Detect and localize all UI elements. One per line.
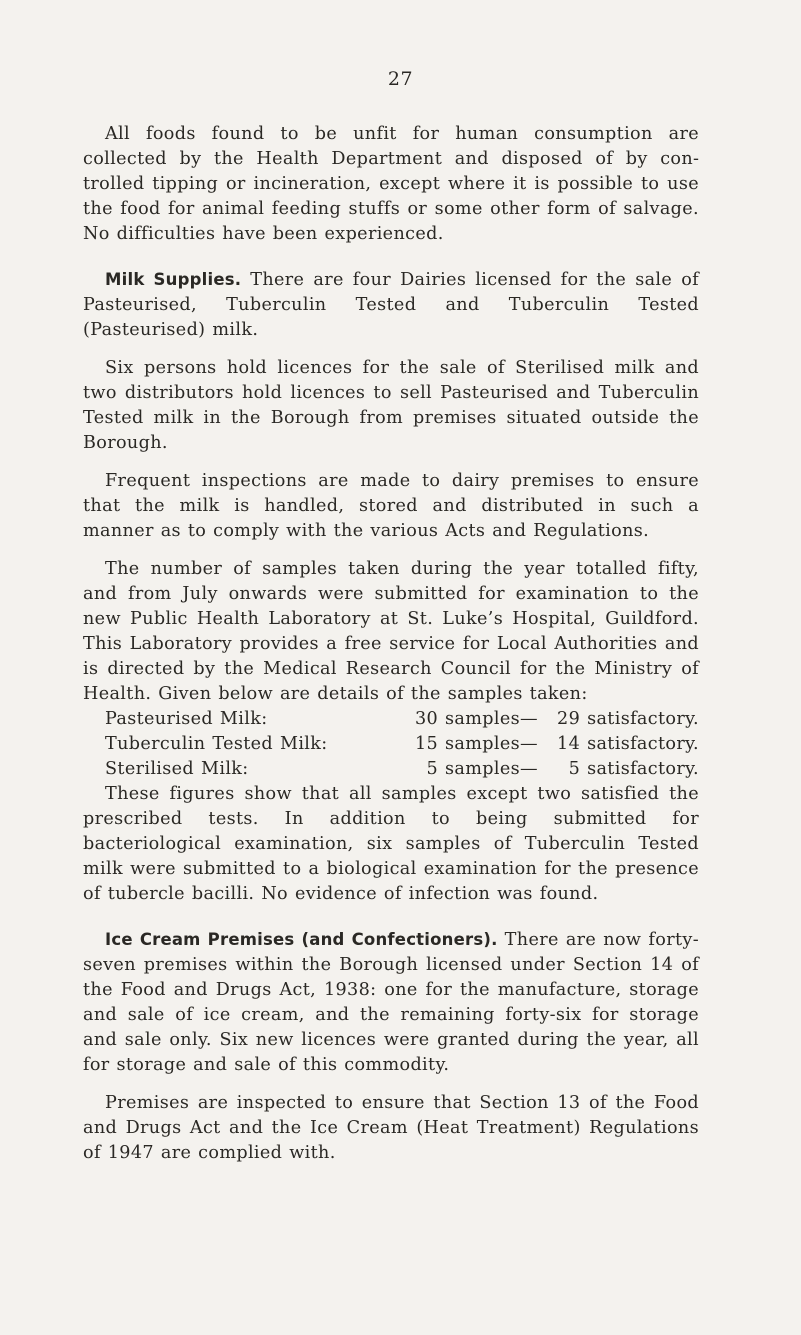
page-number: 27 bbox=[387, 68, 414, 90]
sample-row-pasteurised bbox=[105, 707, 699, 732]
sample-count: 15 samples bbox=[414, 734, 520, 754]
sample-dash: — bbox=[520, 759, 538, 779]
sample-satisfactory: 5 satisfactory. bbox=[568, 759, 699, 779]
sample-count: 30 samples bbox=[414, 709, 520, 729]
sample-satisfactory: 14 satisfactory. bbox=[557, 734, 699, 754]
sample-dash: — bbox=[520, 709, 538, 729]
ice-cream-text: There are now forty-seven premises within the Borough licensed under Section 14 of the Food and Drugs Act, 1938: one for the manufacture, storage and sale of ice cream, and the remaining forty-six for storage and sale only. Six new licences were granted during the year, all for storage and sale of this commodity. bbox=[83, 930, 699, 1075]
samples-table bbox=[105, 707, 699, 782]
paragraph-inspections: Frequent inspections are made to dairy premises to ensure that the milk is handled, stored and distributed in such a manner as to comply with the various Acts and Regulations. bbox=[83, 471, 699, 541]
paragraph-sample-results: These figures show that all samples except two satisfied the prescribed tests. In addition to being submitted for bacteriological examination, six samples of Tuberculin Tested milk were submitted to a biological examination for the presence of tubercle bacilli. No evidence of infection was found. bbox=[83, 784, 699, 904]
paragraph-food-disposal: All foods found to be unfit for human consumption are collected by the Health Department and disposed of by controlled tipping or incineration, except where it is possible to use the food for animal feeding stuffs or some other form of salvage. No difficulties have been experienced. bbox=[83, 124, 699, 244]
sample-dash: — bbox=[520, 734, 538, 754]
sample-type: Tuberculin Tested Milk: bbox=[105, 734, 328, 754]
sample-count: 5 samples bbox=[426, 759, 520, 779]
sample-type: Pasteurised Milk: bbox=[105, 709, 268, 729]
paragraph-ice-cream-inspections: Premises are inspected to ensure that Section 13 of the Food and Drugs Act and the Ice Cream (Heat Treatment) Regulations of 1947 are complied with. bbox=[83, 1093, 699, 1163]
sample-row-sterilised bbox=[105, 757, 699, 782]
sample-row-tuberculin bbox=[105, 732, 699, 757]
paragraph-ice-cream bbox=[83, 927, 699, 1078]
sample-type: Sterilised Milk: bbox=[105, 759, 249, 779]
paragraph-samples-intro: The number of samples taken during the year totalled fifty, and from July onwards were submitted for examination to the new Public Health Laboratory at St. Luke’s Hospital, Guildford. This Laboratory provides a free service for Local Authorities and is directed by the Medical Research Council for the Ministry of Health. Given below are details of the samples taken: bbox=[83, 559, 699, 704]
paragraph-milk-supplies bbox=[83, 267, 699, 343]
milk-supplies-heading: Milk Supplies. bbox=[105, 270, 242, 289]
ice-cream-heading: Ice Cream Premises (and Confectioners). bbox=[105, 930, 498, 949]
paragraph-licences: Six persons hold licences for the sale of Sterilised milk and two distributors hold licences to sell Pasteurised and Tuberculin Tested milk in the Borough from premises situated outside the Borough. bbox=[83, 358, 699, 453]
milk-supplies-text: There are four Dairies licensed for the sale of Pasteurised, Tuberculin Tested and Tuberculin Tested (Pasteurised) milk. bbox=[83, 270, 700, 340]
sample-satisfactory: 29 satisfactory. bbox=[557, 709, 699, 729]
page-body bbox=[83, 122, 699, 1166]
